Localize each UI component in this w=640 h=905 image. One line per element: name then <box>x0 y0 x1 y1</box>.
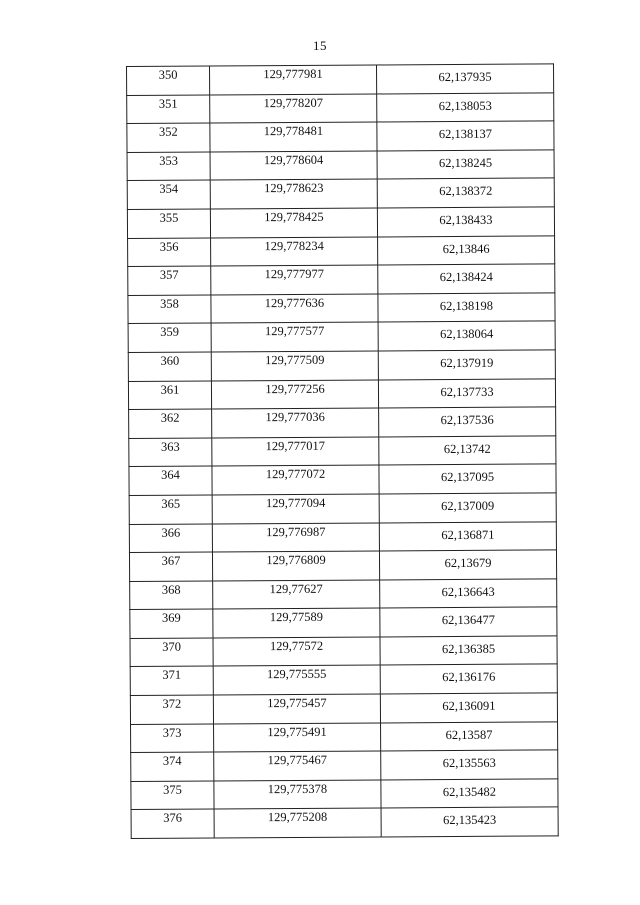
x-coordinate-cell-text: 129,778623 <box>264 181 324 196</box>
x-coordinate-cell <box>214 780 381 810</box>
point-number-cell <box>130 638 213 667</box>
point-number-cell <box>127 95 210 124</box>
y-coordinate-cell-text: 62,137733 <box>440 384 494 399</box>
y-coordinate-cell <box>381 779 558 809</box>
point-number-cell-text: 370 <box>162 639 181 654</box>
x-coordinate-cell <box>212 522 379 552</box>
x-coordinate-cell-text: 129,777036 <box>265 409 325 425</box>
point-number-cell <box>128 266 211 295</box>
x-coordinate-cell-text: 129,77589 <box>269 610 323 625</box>
point-number-cell-text: 369 <box>161 610 181 626</box>
y-coordinate-cell-text: 62,13846 <box>442 241 490 256</box>
table-row <box>130 636 557 667</box>
point-number-cell-text: 376 <box>163 811 183 826</box>
point-number-cell-text: 372 <box>162 696 182 711</box>
point-number-cell-text: 367 <box>161 553 181 568</box>
x-coordinate-cell <box>210 122 377 152</box>
point-number-cell <box>130 695 213 724</box>
x-coordinate-cell-text: 129,775457 <box>267 695 327 711</box>
y-coordinate-cell-text: 62,136176 <box>442 670 496 685</box>
point-number-cell <box>127 152 210 181</box>
y-coordinate-cell <box>381 750 558 780</box>
point-number-cell-text: 366 <box>161 525 181 540</box>
y-coordinate-cell-text: 62,136643 <box>441 584 495 599</box>
x-coordinate-cell-text: 129,775555 <box>266 667 327 682</box>
x-coordinate-cell <box>213 694 380 724</box>
point-number-cell-text: 359 <box>160 325 180 340</box>
point-number-cell <box>128 352 211 381</box>
point-number-cell <box>129 523 212 552</box>
point-number-cell-text: 363 <box>160 439 180 454</box>
y-coordinate-cell-text: 62,13679 <box>444 555 492 571</box>
x-coordinate-cell-text: 129,776809 <box>266 552 326 568</box>
table-row <box>129 521 556 552</box>
y-coordinate-cell-text: 62,138433 <box>439 212 493 228</box>
x-coordinate-cell <box>212 408 379 438</box>
y-coordinate-cell-text: 62,136091 <box>442 698 496 714</box>
y-coordinate-cell-text: 62,138245 <box>438 155 493 170</box>
x-coordinate-cell-text: 129,778481 <box>263 123 324 139</box>
point-number-cell <box>127 180 210 209</box>
y-coordinate-cell <box>377 178 554 208</box>
table-row <box>131 722 558 753</box>
table-row <box>129 407 556 438</box>
point-number-cell <box>128 238 211 267</box>
y-coordinate-cell-text: 62,138053 <box>438 98 492 113</box>
point-number-cell-text: 351 <box>158 96 178 111</box>
y-coordinate-cell <box>378 235 555 265</box>
x-coordinate-cell-text: 129,775378 <box>267 781 328 796</box>
point-number-cell-text: 353 <box>159 153 178 168</box>
x-coordinate-cell-text: 129,77572 <box>269 638 324 654</box>
point-number-cell-text: 358 <box>160 296 179 311</box>
x-coordinate-cell <box>214 808 381 838</box>
x-coordinate-cell-text: 129,777577 <box>264 324 325 339</box>
point-number-cell <box>127 123 210 152</box>
table-row <box>128 293 555 324</box>
x-coordinate-cell <box>212 437 379 467</box>
point-number-cell <box>129 409 212 438</box>
point-number-cell-text: 362 <box>160 410 180 425</box>
point-number-cell <box>131 809 214 838</box>
y-coordinate-cell-text: 62,138064 <box>440 327 494 342</box>
x-coordinate-cell-text: 129,777509 <box>265 352 325 368</box>
y-coordinate-cell <box>378 378 555 408</box>
table-row <box>127 121 554 152</box>
point-number-cell-text: 357 <box>159 267 179 282</box>
point-number-cell <box>131 752 214 781</box>
point-number-cell <box>131 724 214 753</box>
x-coordinate-cell-text: 129,777017 <box>265 438 326 453</box>
point-number-cell <box>129 438 212 467</box>
table-row <box>127 207 554 238</box>
y-coordinate-cell-text: 62,138424 <box>439 269 493 285</box>
y-coordinate-cell <box>380 664 557 694</box>
y-coordinate-cell-text: 62,137935 <box>438 69 492 85</box>
x-coordinate-cell-text: 129,777256 <box>265 381 325 396</box>
table-row <box>129 493 556 524</box>
y-coordinate-cell <box>377 92 554 122</box>
point-number-cell <box>127 66 210 95</box>
x-coordinate-cell-text: 129,778207 <box>263 95 323 110</box>
point-number-cell <box>129 552 212 581</box>
table-row <box>131 779 558 810</box>
y-coordinate-cell-text: 62,135423 <box>443 813 497 828</box>
x-coordinate-cell <box>211 379 378 409</box>
point-number-cell <box>128 295 211 324</box>
y-coordinate-cell <box>377 121 554 151</box>
point-number-cell <box>127 209 210 238</box>
y-coordinate-cell <box>381 722 558 752</box>
x-coordinate-cell <box>210 65 377 95</box>
point-number-cell <box>130 609 213 638</box>
point-number-cell-text: 375 <box>163 782 182 797</box>
y-coordinate-cell <box>376 64 553 94</box>
point-number-cell-text: 355 <box>159 210 179 225</box>
x-coordinate-cell <box>213 580 380 610</box>
x-coordinate-cell <box>211 265 378 295</box>
point-number-cell-text: 374 <box>162 753 182 769</box>
point-number-cell-text: 356 <box>159 239 179 254</box>
x-coordinate-cell <box>210 179 377 209</box>
x-coordinate-cell <box>212 465 379 495</box>
table-row <box>127 92 554 123</box>
coordinates-table <box>126 63 559 839</box>
y-coordinate-cell <box>380 607 557 637</box>
point-number-cell-text: 373 <box>162 725 182 740</box>
x-coordinate-cell <box>214 751 381 781</box>
point-number-cell-text: 365 <box>161 496 181 511</box>
y-coordinate-cell <box>379 521 556 551</box>
x-coordinate-cell <box>213 637 380 667</box>
y-coordinate-cell <box>378 264 555 294</box>
x-coordinate-cell-text: 129,775491 <box>267 724 327 739</box>
x-coordinate-cell <box>211 322 378 352</box>
y-coordinate-cell-text: 62,138137 <box>438 126 493 142</box>
y-coordinate-cell <box>377 150 554 180</box>
table-row <box>127 178 554 209</box>
table-row <box>130 579 557 610</box>
y-coordinate-cell-text: 62,137536 <box>440 412 494 428</box>
x-coordinate-cell <box>210 151 377 181</box>
table-row <box>130 607 557 638</box>
y-coordinate-cell <box>379 407 556 437</box>
table-row <box>129 550 556 581</box>
x-coordinate-cell <box>212 551 379 581</box>
y-coordinate-cell-text: 62,13742 <box>443 441 491 456</box>
y-coordinate-cell <box>379 493 556 523</box>
x-coordinate-cell-text: 129,777072 <box>265 467 326 482</box>
y-coordinate-cell-text: 62,136477 <box>441 613 495 628</box>
point-number-cell <box>129 466 212 495</box>
x-coordinate-cell <box>211 237 378 267</box>
point-number-cell-text: 371 <box>162 668 182 683</box>
y-coordinate-cell <box>381 807 558 837</box>
x-coordinate-cell <box>210 208 377 238</box>
x-coordinate-cell <box>214 723 381 753</box>
x-coordinate-cell-text: 129,777636 <box>264 295 325 310</box>
table-row <box>128 235 555 266</box>
table-row <box>128 264 555 295</box>
point-number-cell-text: 352 <box>158 124 178 139</box>
y-coordinate-cell <box>380 693 557 723</box>
x-coordinate-cell <box>213 665 380 695</box>
y-coordinate-cell <box>379 436 556 466</box>
point-number-cell-text: 354 <box>159 182 179 197</box>
point-number-cell <box>129 495 212 524</box>
y-coordinate-cell-text: 62,13587 <box>445 727 493 742</box>
y-coordinate-cell-text: 62,138198 <box>439 298 494 313</box>
table-row <box>128 350 555 381</box>
x-coordinate-cell <box>211 294 378 324</box>
x-coordinate-cell-text: 129,778425 <box>264 209 324 225</box>
y-coordinate-cell-text: 62,138372 <box>439 184 493 199</box>
y-coordinate-cell <box>379 550 556 580</box>
table-row <box>130 664 557 695</box>
point-number-cell-text: 350 <box>158 67 178 82</box>
point-number-cell <box>131 781 214 810</box>
x-coordinate-cell-text: 129,777981 <box>263 66 323 82</box>
point-number-cell <box>128 323 211 352</box>
y-coordinate-cell <box>377 207 554 237</box>
y-coordinate-cell-text: 62,137009 <box>441 498 495 513</box>
table-row <box>128 321 555 352</box>
x-coordinate-cell <box>213 608 380 638</box>
y-coordinate-cell-text: 62,136385 <box>441 641 496 656</box>
x-coordinate-cell <box>211 351 378 381</box>
y-coordinate-cell-text: 62,136871 <box>441 527 495 542</box>
table-body <box>127 64 559 839</box>
y-coordinate-cell-text: 62,137095 <box>440 470 495 485</box>
x-coordinate-cell-text: 129,775208 <box>267 810 328 825</box>
table-row <box>129 436 556 467</box>
x-coordinate-cell-text: 129,777977 <box>264 266 325 282</box>
point-number-cell <box>130 666 213 695</box>
point-number-cell <box>128 381 211 410</box>
y-coordinate-cell <box>380 579 557 609</box>
y-coordinate-cell-text: 62,135482 <box>442 784 497 799</box>
y-coordinate-cell <box>378 321 555 351</box>
x-coordinate-cell-text: 129,778604 <box>263 152 324 167</box>
x-coordinate-cell <box>212 494 379 524</box>
table-row <box>131 750 558 781</box>
x-coordinate-cell-text: 129,778234 <box>264 238 324 253</box>
table-row <box>127 150 554 181</box>
point-number-cell <box>130 581 213 610</box>
point-number-cell-text: 368 <box>161 582 181 597</box>
y-coordinate-cell <box>379 464 556 494</box>
y-coordinate-cell <box>378 350 555 380</box>
x-coordinate-cell-text: 129,775467 <box>267 753 327 768</box>
table-row <box>127 64 554 95</box>
x-coordinate-cell-text: 129,77627 <box>269 581 323 596</box>
point-number-cell-text: 361 <box>160 382 180 397</box>
y-coordinate-cell <box>378 293 555 323</box>
y-coordinate-cell <box>380 636 557 666</box>
point-number-cell-text: 360 <box>160 353 180 368</box>
x-coordinate-cell-text: 129,776987 <box>266 524 326 539</box>
table-row <box>131 807 558 838</box>
table-row <box>128 378 555 409</box>
x-coordinate-cell-text: 129,777094 <box>265 495 326 511</box>
page-number: 15 <box>313 38 327 53</box>
y-coordinate-cell-text: 62,135563 <box>442 756 496 771</box>
point-number-cell-text: 364 <box>161 467 180 483</box>
table-row <box>129 464 556 495</box>
table-row <box>130 693 557 724</box>
y-coordinate-cell-text: 62,137919 <box>440 355 494 371</box>
x-coordinate-cell <box>210 94 377 124</box>
